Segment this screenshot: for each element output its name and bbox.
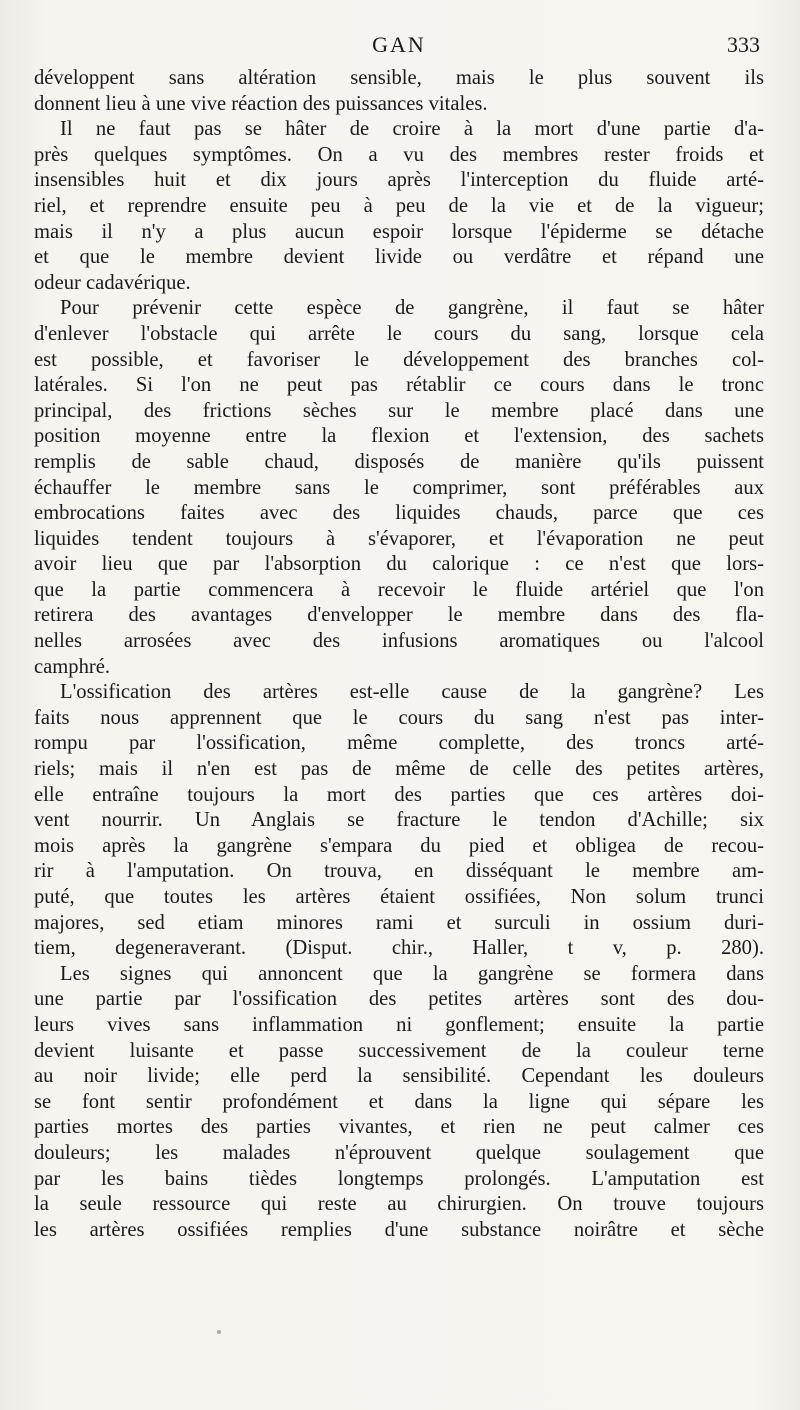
text-line: riel, et reprendre ensuite peu à peu de la vie et de la vigueur; xyxy=(34,194,764,217)
text-line: faits nous apprennent que le cours du sang n'est pas inter- xyxy=(34,706,764,729)
text-line: riels; mais il n'en est pas de même de celle des petites artères, xyxy=(34,758,764,781)
text-line: embrocations faites avec des liquides chauds, parce que ces xyxy=(34,502,764,525)
text-line: liquides tendent toujours à s'évaporer, et l'évaporation ne peut xyxy=(34,527,764,550)
text-line: devient luisante et passe successivement de la couleur terne xyxy=(34,1039,764,1062)
text-line: latérales. Si l'on ne peut pas rétablir ce cours dans le tronc xyxy=(34,374,764,397)
page-number: 333 xyxy=(727,32,760,57)
ink-speck xyxy=(217,1330,221,1334)
text-line: échauffer le membre sans le comprimer, sont préférables aux xyxy=(34,476,764,499)
text-line: une partie par l'ossification des petites artères sont des dou- xyxy=(34,988,764,1011)
text-line: se font sentir profondément et dans la ligne qui sépare les xyxy=(34,1090,764,1113)
text-line: puté, que toutes les artères étaient ossifiées, Non solum trunci xyxy=(34,886,764,908)
text-line: majores, sed etiam minores rami et surculi in ossium duri- xyxy=(34,911,764,934)
text-line: près quelques symptômes. On a vu des membres rester froids et xyxy=(34,143,764,166)
text-line: et que le membre devient livide ou verdâtre et répand une xyxy=(34,246,764,269)
text-line: principal, des frictions sèches sur le membre placé dans une xyxy=(34,399,764,422)
text-line: mois après la gangrène s'empara du pied et obligea de recou- xyxy=(34,834,764,857)
text-line: Les signes qui annoncent que la gangrène se formera dans xyxy=(60,962,764,985)
text-line: par les bains tièdes longtemps prolongés. L'amputation est xyxy=(34,1167,764,1190)
text-line: elle entraîne toujours la mort des parties que ces artères doi- xyxy=(34,783,764,806)
running-head: GAN xyxy=(372,32,426,57)
text-line: camphré. xyxy=(34,655,111,678)
text-line: douleurs; les malades n'éprouvent quelque soulagement que xyxy=(34,1141,764,1164)
text-line: développent sans altération sensible, mais le plus souvent ils xyxy=(34,67,764,89)
text-line: leurs vives sans inflammation ni gonflement; ensuite la partie xyxy=(34,1013,764,1036)
text-line: odeur cadavérique. xyxy=(34,271,191,294)
text-line: la seule ressource qui reste au chirurgien. On trouve toujours xyxy=(34,1193,764,1216)
text-line: les artères ossifiées remplies d'une substance noirâtre et sèche xyxy=(34,1218,764,1241)
body-text xyxy=(34,66,764,1243)
text-line: insensibles huit et dix jours après l'interception du fluide arté- xyxy=(34,169,764,192)
page-header xyxy=(34,32,764,66)
text-line: mais il n'y a plus aucun espoir lorsque l'épiderme se détache xyxy=(34,220,764,243)
text-line: donnent lieu à une vive réaction des puissances vitales. xyxy=(34,92,488,115)
text-line: position moyenne entre la flexion et l'extension, des sachets xyxy=(34,425,764,448)
text-line: est possible, et favoriser le développement des branches col- xyxy=(34,348,764,371)
text-line: retirera des avantages d'envelopper le membre dans des fla- xyxy=(34,604,764,627)
text-line: d'enlever l'obstacle qui arrête le cours du sang, lorsque cela xyxy=(34,322,764,345)
text-line: au noir livide; elle perd la sensibilité. Cependant les douleurs xyxy=(34,1065,764,1088)
text-line: avoir lieu que par l'absorption du calorique : ce n'est que lors- xyxy=(34,553,764,576)
text-line: vent nourrir. Un Anglais se fracture le tendon d'Achille; six xyxy=(34,809,764,832)
text-line: tiem, degeneraverant. (Disput. chir., Haller, t v, p. 280). xyxy=(34,937,764,960)
text-line: rir à l'amputation. On trouva, en disséquant le membre am- xyxy=(34,860,764,883)
text-line: nelles arrosées avec des infusions aromatiques ou l'alcool xyxy=(34,630,764,653)
text-line: Pour prévenir cette espèce de gangrène, il faut se hâter xyxy=(60,297,764,320)
text-line: rompu par l'ossification, même complette, des troncs arté- xyxy=(34,732,764,755)
text-line: que la partie commencera à recevoir le fluide artériel que l'on xyxy=(34,578,764,601)
text-line: Il ne faut pas se hâter de croire à la mort d'une partie d'a- xyxy=(60,118,764,141)
text-line: L'ossification des artères est-elle cause de la gangrène? Les xyxy=(60,681,764,704)
text-line: remplis de sable chaud, disposés de manière qu'ils puissent xyxy=(34,450,764,473)
text-line: parties mortes des parties vivantes, et rien ne peut calmer ces xyxy=(34,1116,764,1139)
